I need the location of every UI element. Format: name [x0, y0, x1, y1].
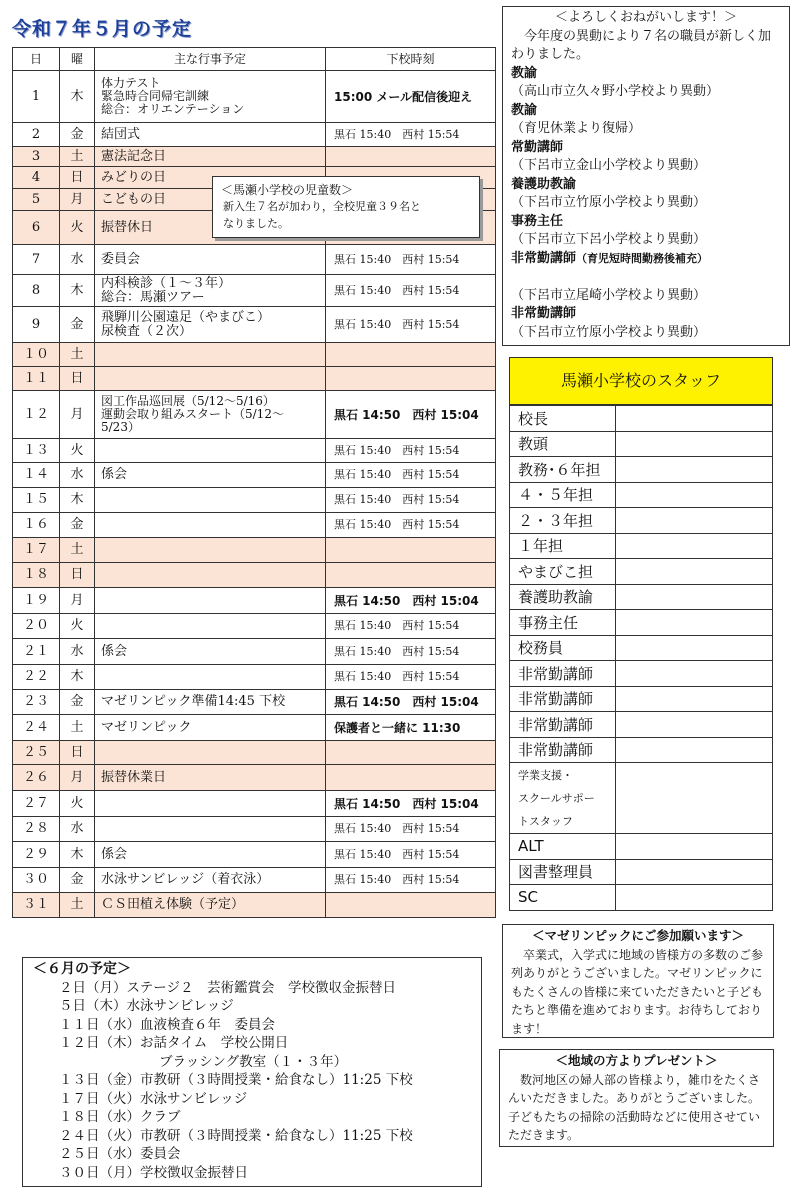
weekday-cell: 金 [60, 868, 95, 893]
june-item: １３日（金）市教研（３時間授業・給食なし）11:25 下校 [59, 1072, 413, 1088]
staff-origin: （下呂市立下呂小学校より異動） [511, 232, 707, 247]
weekday-cell: 金 [60, 123, 95, 147]
table-row [13, 71, 496, 123]
dismissal-cell [326, 147, 496, 167]
day-cell: ２６ [13, 765, 60, 791]
staff-row [510, 763, 773, 834]
staff-name-cell [616, 508, 773, 534]
staff-change-box [502, 6, 790, 346]
event-cell: 飛騨川公園遠足（やまびこ） 尿検査（２次） [95, 307, 326, 343]
staff-role-note: （育児短時間勤務後補充） [576, 251, 709, 265]
event-cell: 係会 [95, 639, 326, 665]
staff-position: ２・３年担 [510, 508, 616, 534]
table-row [13, 639, 496, 665]
table-row [13, 741, 496, 765]
day-cell: 2 [13, 123, 60, 147]
table-row [13, 765, 496, 791]
staff-name-cell [616, 406, 773, 432]
dismissal-cell [326, 343, 496, 367]
event-cell: こどもの日 [95, 189, 326, 211]
staff-row [510, 712, 773, 738]
staff-name-cell [616, 661, 773, 687]
dismissal-cell [326, 563, 496, 588]
dismissal-cell [326, 893, 496, 918]
header-events: 主な行事予定 [95, 48, 326, 71]
staff-row [510, 610, 773, 636]
weekday-cell: 金 [60, 513, 95, 538]
staff-change-heading: ＜よろしくおねがいします！＞ [554, 10, 737, 25]
staff-row [510, 406, 773, 432]
page-title: 令和７年５月の予定 [12, 18, 193, 40]
table-row [13, 245, 496, 275]
event-cell: マゼリンピック [95, 715, 326, 741]
event-cell: 水泳サンビレッジ（着衣泳） [95, 868, 326, 893]
present-heading: ＜地域の方よりプレゼント＞ [555, 1053, 718, 1068]
day-cell: １８ [13, 563, 60, 588]
table-row [13, 488, 496, 513]
event-cell [95, 614, 326, 639]
weekday-cell: 火 [60, 791, 95, 817]
dismissal-cell: 黒石 14:50 西村 15:04 [326, 690, 496, 715]
weekday-cell: 金 [60, 307, 95, 343]
staff-role [511, 213, 781, 232]
table-row [13, 588, 496, 614]
event-cell: 体力テスト 緊急時合同帰宅訓練 総合：オリエンテーション [95, 71, 326, 123]
staff-row [510, 482, 773, 508]
staff-role-label: 養護助教諭 [511, 176, 577, 192]
staff-row [510, 859, 773, 885]
staff-role-label: 教諭 [511, 102, 538, 118]
weekday-cell: 日 [60, 563, 95, 588]
event-cell [95, 513, 326, 538]
table-row [13, 868, 496, 893]
table-row [13, 715, 496, 741]
dismissal-cell: 15:00 メール配信後迎え [326, 71, 496, 123]
june-item: ２４日（火）市教研（３時間授業・給食なし）11:25 下校 [59, 1127, 413, 1144]
weekday-cell: 水 [60, 817, 95, 842]
staff-position: 事務主任 [510, 610, 616, 636]
table-row [13, 343, 496, 367]
staff-row [510, 584, 773, 610]
staff-position: やまびこ担 [510, 559, 616, 585]
staff-role-label: 非常勤講師 [511, 306, 577, 321]
staff-role-label: 常勤講師 [511, 139, 564, 155]
table-row [13, 893, 496, 918]
event-cell: 図工作品巡回展（5/12～5/16） 運動会取り組みスタート（5/12～ 5/23） [95, 391, 326, 439]
staff-origin: （育児休業より復帰） [511, 121, 642, 136]
event-cell [95, 588, 326, 614]
staff-name-cell [616, 885, 773, 911]
day-cell: ２７ [13, 791, 60, 817]
staff-row [510, 431, 773, 457]
dismissal-cell: 黒石 15:40 西村 15:54 [326, 488, 496, 513]
dismissal-cell: 黒石 15:40 西村 15:54 [326, 817, 496, 842]
table-header-row [13, 48, 496, 71]
popup-body: 新入生７名が加わり，全校児童３９名と なりました。 [223, 200, 421, 230]
staff-role [511, 176, 781, 195]
staff-position: ４・５年担 [510, 482, 616, 508]
staff-name-cell [616, 859, 773, 885]
table-row [13, 690, 496, 715]
mazeri-heading: ＜マゼリンピックにご参加願います＞ [531, 928, 744, 943]
day-cell: １０ [13, 343, 60, 367]
staff-origin: （下呂市立竹原小学校より異動） [511, 195, 707, 210]
table-row [13, 275, 496, 307]
day-cell: ２９ [13, 842, 60, 868]
staff-name-cell [616, 559, 773, 585]
day-cell: 1 [13, 71, 60, 123]
table-row [13, 123, 496, 147]
table-row [13, 817, 496, 842]
weekday-cell: 木 [60, 842, 95, 868]
dismissal-cell: 黒石 15:40 西村 15:54 [326, 614, 496, 639]
dismissal-cell: 黒石 15:40 西村 15:54 [326, 439, 496, 463]
staff-change-intro: 今年度の異動により７名の職員が新しく加わりました。 [511, 28, 772, 62]
june-item: １８日（水）クラブ [59, 1109, 181, 1125]
staff-position: ALT [510, 834, 616, 860]
dismissal-cell: 黒石 15:40 西村 15:54 [326, 275, 496, 307]
dismissal-cell: 黒石 15:40 西村 15:54 [326, 123, 496, 147]
staff-name-cell [616, 610, 773, 636]
staff-row [510, 457, 773, 483]
weekday-cell: 火 [60, 614, 95, 639]
weekday-cell: 月 [60, 391, 95, 439]
staff-origin: （下呂市立尾崎小学校より異動） [511, 287, 707, 303]
weekday-cell: 木 [60, 71, 95, 123]
staff-origin: （下呂市立金山小学校より異動） [511, 158, 707, 173]
weekday-cell: 日 [60, 167, 95, 189]
staff-name-cell [616, 763, 773, 834]
event-cell: 振替休業日 [95, 765, 326, 791]
staff-name-cell [616, 834, 773, 860]
staff-position: １年担 [510, 533, 616, 559]
staff-position: SC [510, 885, 616, 911]
day-cell: ２５ [13, 741, 60, 765]
staff-position: 非常勤講師 [510, 737, 616, 763]
staff-position: 非常勤講師 [510, 712, 616, 738]
june-item: １２日（木）お話タイム 学校公開日 [59, 1035, 289, 1051]
staff-row [510, 635, 773, 661]
june-item: ２日（月）ステージ２ 芸術鑑賞会 学校徴収金振替日 [59, 979, 396, 996]
day-cell: １１ [13, 367, 60, 391]
june-schedule-box [22, 957, 482, 1187]
weekday-cell: 土 [60, 343, 95, 367]
dismissal-cell: 黒石 14:50 西村 15:04 [326, 391, 496, 439]
staff-position: 養護助教諭 [510, 584, 616, 610]
dismissal-cell [326, 538, 496, 563]
weekday-cell: 月 [60, 588, 95, 614]
weekday-cell: 土 [60, 147, 95, 167]
student-count-popup [212, 176, 480, 238]
staff-row [510, 661, 773, 687]
staff-position: 非常勤講師 [510, 686, 616, 712]
event-cell [95, 791, 326, 817]
table-row [13, 367, 496, 391]
dismissal-cell: 黒石 14:50 西村 15:04 [326, 588, 496, 614]
day-cell: １６ [13, 513, 60, 538]
day-cell: １７ [13, 538, 60, 563]
staff-name-cell [616, 686, 773, 712]
day-cell: ２１ [13, 639, 60, 665]
weekday-cell: 金 [60, 690, 95, 715]
staff-position: 学業支援・ スクールサポー トスタッフ [510, 763, 616, 834]
table-row [13, 563, 496, 588]
table-row [13, 147, 496, 167]
table-row [13, 307, 496, 343]
day-cell: １４ [13, 463, 60, 488]
staff-origin: （下呂市立竹原小学校より異動） [511, 324, 707, 340]
table-row [13, 842, 496, 868]
event-cell [95, 488, 326, 513]
staff-name-cell [616, 457, 773, 483]
staff-table [509, 405, 773, 911]
staff-position: 校長 [510, 406, 616, 432]
staff-row [510, 737, 773, 763]
dismissal-cell [326, 741, 496, 765]
day-cell: 8 [13, 275, 60, 307]
table-row [13, 665, 496, 690]
weekday-cell: 日 [60, 367, 95, 391]
event-cell: 内科検診（１～３年） 総合：馬瀬ツアー [95, 275, 326, 307]
present-body: 数河地区の婦人部の皆様より，雑巾をたくさんいただきました。ありがとうございました。子どもたちの掃除の活動時などに使用させていただきます。 [508, 1072, 761, 1142]
event-cell: 委員会 [95, 245, 326, 275]
dismissal-cell: 黒石 15:40 西村 15:54 [326, 513, 496, 538]
day-cell: ３０ [13, 868, 60, 893]
weekday-cell: 土 [60, 715, 95, 741]
day-cell: 4 [13, 167, 60, 189]
weekday-cell: 月 [60, 189, 95, 211]
header-dismissal: 下校時刻 [326, 48, 496, 71]
day-cell: １３ [13, 439, 60, 463]
june-item: １７日（火）水泳サンビレッジ [59, 1090, 248, 1107]
day-cell: 3 [13, 147, 60, 167]
table-row [13, 463, 496, 488]
event-cell [95, 817, 326, 842]
event-cell: みどりの日 [95, 167, 326, 189]
day-cell: 6 [13, 211, 60, 245]
weekday-cell: 水 [60, 463, 95, 488]
event-cell: 係会 [95, 463, 326, 488]
day-cell: ２８ [13, 817, 60, 842]
weekday-cell: 日 [60, 741, 95, 765]
event-cell: 振替休日 [95, 211, 326, 245]
weekday-cell: 木 [60, 665, 95, 690]
staff-row [510, 533, 773, 559]
staff-row [510, 885, 773, 911]
staff-role-label: 事務主任 [511, 213, 564, 229]
dismissal-cell: 黒石 15:40 西村 15:54 [326, 245, 496, 275]
day-cell: ２４ [13, 715, 60, 741]
dismissal-cell: 黒石 15:40 西村 15:54 [326, 842, 496, 868]
staff-position: 非常勤講師 [510, 661, 616, 687]
staff-position: 教務･６年担 [510, 457, 616, 483]
dismissal-cell: 黒石 15:40 西村 15:54 [326, 463, 496, 488]
weekday-cell: 木 [60, 275, 95, 307]
event-cell: ＣＳ田植え体験（予定） [95, 893, 326, 918]
staff-row [510, 559, 773, 585]
table-row [13, 614, 496, 639]
weekday-cell: 土 [60, 893, 95, 918]
staff-name-cell [616, 712, 773, 738]
staff-role [511, 102, 781, 121]
staff-origin [511, 268, 781, 287]
june-item: ５日（木）水泳サンビレッジ [59, 998, 234, 1014]
staff-row [510, 508, 773, 534]
staff-title: 馬瀬小学校のスタッフ [509, 357, 773, 405]
dismissal-cell [326, 367, 496, 391]
event-cell: 係会 [95, 842, 326, 868]
event-cell [95, 665, 326, 690]
header-day: 日 [13, 48, 60, 71]
present-notice-box [499, 1049, 774, 1147]
june-item: ３０日（月）学校徴収金振替日 [59, 1164, 248, 1181]
event-cell [95, 741, 326, 765]
dismissal-cell: 黒石 15:40 西村 15:54 [326, 665, 496, 690]
table-row [13, 538, 496, 563]
weekday-cell: 水 [60, 639, 95, 665]
staff-name-cell [616, 584, 773, 610]
mazeri-notice-box [502, 924, 774, 1038]
weekday-cell: 月 [60, 765, 95, 791]
dismissal-cell: 黒石 15:40 西村 15:54 [326, 639, 496, 665]
day-cell: １２ [13, 391, 60, 439]
event-cell [95, 538, 326, 563]
event-cell [95, 439, 326, 463]
weekday-cell: 木 [60, 488, 95, 513]
day-cell: ２０ [13, 614, 60, 639]
june-item: ブラッシング教室（１・３年） [159, 1053, 348, 1070]
dismissal-cell [326, 765, 496, 791]
weekday-cell: 火 [60, 439, 95, 463]
staff-role-label: 教諭 [511, 65, 538, 81]
staff-role-label: 非常勤講師 [511, 250, 577, 266]
dismissal-cell: 黒石 15:40 西村 15:54 [326, 868, 496, 893]
header-weekday: 曜 [60, 48, 95, 71]
event-cell: 結団式 [95, 123, 326, 147]
weekday-cell: 水 [60, 245, 95, 275]
june-heading: ＜６月の予定＞ [33, 961, 131, 977]
staff-origin: （高山市立久々野小学校より異動） [511, 84, 720, 99]
dismissal-cell: 黒石 14:50 西村 15:04 [326, 791, 496, 817]
popup-heading: ＜馬瀬小学校の児童数＞ [221, 183, 354, 197]
staff-row [510, 686, 773, 712]
event-cell: マゼリンピック準備14:45 下校 [95, 690, 326, 715]
day-cell: 7 [13, 245, 60, 275]
mazeri-body: 卒業式，入学式に地域の皆様方の多数のご参列ありがとうございました。マゼリンピックにもたくさんの皆様に来ていただきたいと子どもたちと準備を進めております。お待ちしております！ [511, 947, 764, 1036]
day-cell: 9 [13, 307, 60, 343]
table-row [13, 513, 496, 538]
event-cell: 憲法記念日 [95, 147, 326, 167]
table-row [13, 439, 496, 463]
event-cell [95, 343, 326, 367]
staff-name-cell [616, 482, 773, 508]
staff-role [511, 139, 781, 158]
june-item: ２５日（水）委員会 [59, 1146, 181, 1162]
dismissal-cell: 黒石 15:40 西村 15:54 [326, 307, 496, 343]
staff-name-cell [616, 533, 773, 559]
staff-position: 図書整理員 [510, 859, 616, 885]
june-item: １１日（水）血液検査６年 委員会 [59, 1016, 275, 1033]
staff-role [511, 305, 781, 324]
weekday-cell: 火 [60, 211, 95, 245]
dismissal-cell: 保護者と一緒に 11:30 [326, 715, 496, 741]
day-cell: １９ [13, 588, 60, 614]
table-row [13, 791, 496, 817]
staff-name-cell [616, 737, 773, 763]
event-cell [95, 563, 326, 588]
staff-role [511, 250, 781, 269]
staff-name-cell [616, 635, 773, 661]
day-cell: １５ [13, 488, 60, 513]
staff-role [511, 65, 781, 84]
staff-position: 教頭 [510, 431, 616, 457]
weekday-cell: 土 [60, 538, 95, 563]
day-cell: 5 [13, 189, 60, 211]
staff-position: 校務員 [510, 635, 616, 661]
day-cell: ２２ [13, 665, 60, 690]
staff-name-cell [616, 431, 773, 457]
day-cell: ２３ [13, 690, 60, 715]
staff-row [510, 834, 773, 860]
day-cell: ３１ [13, 893, 60, 918]
event-cell [95, 367, 326, 391]
table-row [13, 391, 496, 439]
